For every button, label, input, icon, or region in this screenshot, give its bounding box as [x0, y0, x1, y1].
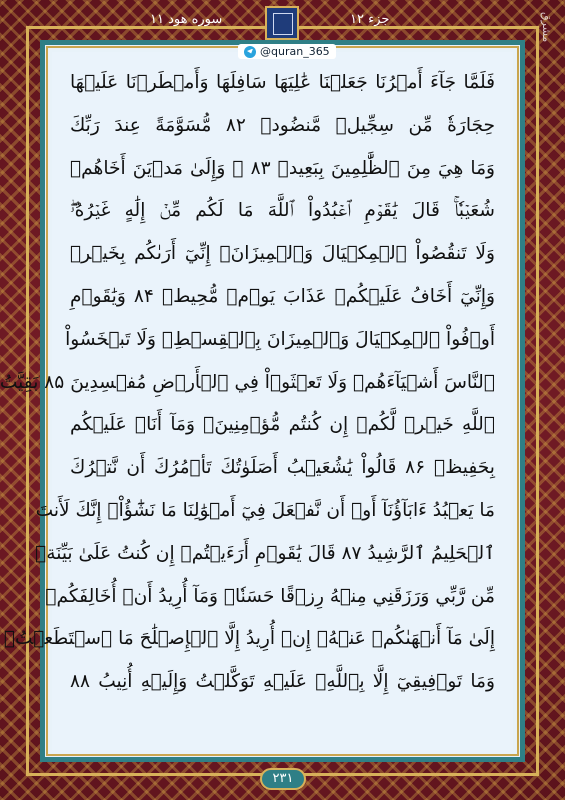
verse-line: حِجَارَةٗ مِّن سِجِّيلٖ مَّنضُودٖ ۸۲ مُّسَوَّمَةً عِندَ رَبِّكَ [70, 114, 495, 136]
verse-line: ٱلۡحَلِيمُ ٱلرَّشِيدُ ۸۷ قَالَ يَٰقَوۡمِ أَرَءَيۡتُمۡ إِن كُنتُ عَلَىٰ بَيِّنَةٖ [35, 542, 495, 564]
verse-line: فَلَمَّا جَآءَ أَمۡرُنَا جَعَلۡنَا عَٰلِيَهَا سَافِلَهَا وَأَمۡطَرۡنَا عَلَيۡهَا [70, 72, 495, 93]
verse-line: ٱللَّهِ خَيۡرٞ لَّكُمۡ إِن كُنتُم مُّؤۡمِنِينَۚ وَمَآ أَنَا۠ عَلَيۡكُم [70, 414, 495, 436]
telegram-icon [244, 46, 256, 58]
juz-header: جزء ۱۲ [350, 12, 390, 27]
verse-line: وَإِنِّيٓ أَخَافُ عَلَيۡكُمۡ عَذَابَ يَوۡمٖ مُّحِيطٖ ۸۴ وَيَٰقَوۡمِ [70, 285, 496, 307]
page-number: ۲۳۱ [260, 768, 306, 790]
verse-line: مِّن رَّبِّي وَرَزَقَنِي مِنۡهُ رِزۡقًا حَسَنٗاۚ وَمَآ أُرِيدُ أَنۡ أُخَالِفَكُمۡ [45, 585, 495, 607]
verse-line: وَلَا تَنقُصُواْ ٱلۡمِكۡيَالَ وَٱلۡمِيزَانَۖ إِنِّيٓ أَرَىٰكُم بِخَيۡرٖ [70, 243, 495, 265]
verse-line: مَا يَعۡبُدُ ءَابَآؤُنَآ أَوۡ أَن نَّفۡعَلَ فِيٓ أَمۡوَٰلِنَا مَا نَشَٰٓؤُاْۖ إِنَّكَ لَأَنتَ [35, 499, 495, 521]
verse-line: إِلَىٰ مَآ أَنۡهَىٰكُمۡ عَنۡهُۚ إِنۡ أُرِيدُ إِلَّا ٱلۡإِصۡلَٰحَ مَا ٱسۡتَطَعۡتُۚ [3, 628, 495, 650]
watermark-logo: مشرق [540, 12, 553, 43]
verse-line: أَوۡفُواْ ٱلۡمِكۡيَالَ وَٱلۡمِيزَانَ بِٱلۡقِسۡطِۖ وَلَا تَبۡخَسُواْ [65, 328, 495, 350]
telegram-handle[interactable] [238, 44, 336, 59]
verse-line: شُعَيۡبٗاۚ قَالَ يَٰقَوۡمِ ٱعۡبُدُواْ ٱللَّهَ مَا لَكُم مِّنۡ إِلَٰهٍ غَيۡرُهُۥۖ [70, 200, 495, 222]
quran-logo-icon [265, 6, 299, 40]
handle-text: @quran_365 [260, 45, 330, 58]
verse-lines [0, 62, 496, 704]
verse-line: ٱلنَّاسَ أَشۡيَآءَهُمۡ وَلَا تَعۡثَوۡاْ فِي ٱلۡأَرۡضِ مُفۡسِدِينَ ۸۵ بَقِيَّتُ [0, 371, 495, 393]
surah-header: سوره هود ۱۱ [150, 12, 223, 27]
verse-line: وَمَا هِيَ مِنَ ٱلظَّٰلِمِينَ بِبَعِيدٖ ۸۳ ۞ وَإِلَىٰ مَدۡيَنَ أَخَاهُمۡ [70, 157, 496, 179]
verse-line: وَمَا تَوۡفِيقِيٓ إِلَّا بِٱللَّهِۚ عَلَيۡهِ تَوَكَّلۡتُ وَإِلَيۡهِ أُنِيبُ ۸۸ [70, 671, 495, 693]
verse-line: بِحَفِيظٖ ۸۶ قَالُواْ يَٰشُعَيۡبُ أَصَلَوٰتُكَ تَأۡمُرُكَ أَن نَّتۡرُكَ [70, 457, 495, 479]
